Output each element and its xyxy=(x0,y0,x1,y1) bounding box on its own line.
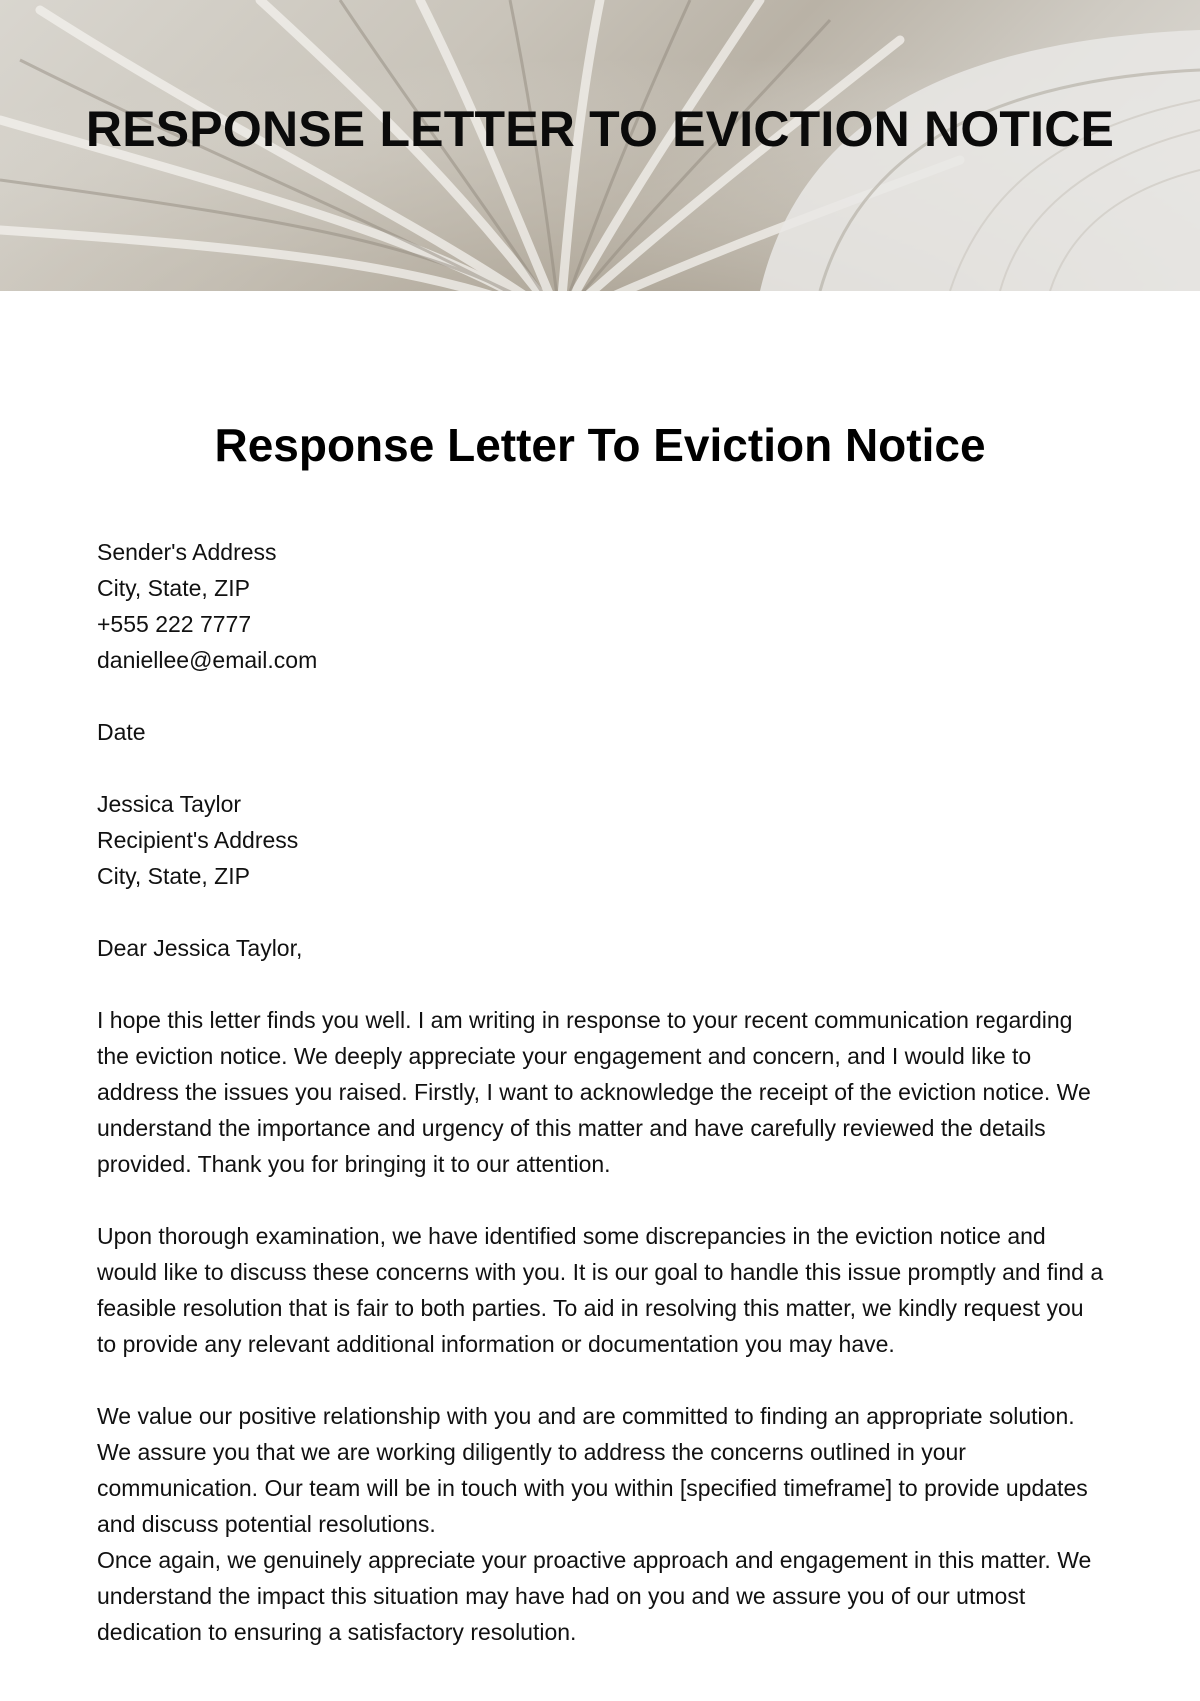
date-label: Date xyxy=(97,719,146,745)
salutation-block xyxy=(97,930,1107,966)
letter-body xyxy=(97,534,1107,1650)
salutation: Dear Jessica Taylor, xyxy=(97,935,303,961)
sender-block xyxy=(97,534,1107,678)
date-block xyxy=(97,714,1107,750)
paragraph-2: Upon thorough examination, we have identified some discrepancies in the eviction notice and would like to discuss these concerns with you. It is our goal to handle this issue promptly and find a feasible resolution that is fair to both parties. To aid in resolving this matter, we kindly request you to provide any relevant additional information or documentation you may have. xyxy=(97,1223,1104,1357)
recipient-block xyxy=(97,786,1107,894)
banner-title: RESPONSE LETTER TO EVICTION NOTICE xyxy=(85,101,1115,157)
recipient-address: Recipient's Address xyxy=(97,827,299,853)
header-banner xyxy=(0,0,1200,291)
sender-address: Sender's Address xyxy=(97,539,277,565)
recipient-city-state-zip: City, State, ZIP xyxy=(97,863,250,889)
paragraph-3: We value our positive relationship with you and are committed to finding an appropriate solution. We assure you that we are working diligently to address the concerns outlined in your communication. Our team will be in touch with you within [specified timeframe] to provide updates and discuss potential resolutions. xyxy=(97,1403,1088,1537)
recipient-name: Jessica Taylor xyxy=(97,791,242,817)
sender-email: daniellee@email.com xyxy=(97,647,318,673)
sender-phone: +555 222 7777 xyxy=(97,611,252,637)
sender-city-state-zip: City, State, ZIP xyxy=(97,575,250,601)
paragraph-4: Once again, we genuinely appreciate your proactive approach and engagement in this matter. We understand the impact this situation may have had on you and we assure you of our utmost dedication to ensuring a satisfactory resolution. xyxy=(97,1547,1092,1645)
page-title: Response Letter To Eviction Notice xyxy=(214,419,986,471)
paragraph-1: I hope this letter finds you well. I am writing in response to your recent communication regarding the eviction notice. We deeply appreciate your engagement and concern, and I would like to address the issues you raised. Firstly, I want to acknowledge the receipt of the eviction notice. We understand the importance and urgency of this matter and have carefully reviewed the details provided. Thank you for bringing it to our attention. xyxy=(97,1007,1091,1177)
